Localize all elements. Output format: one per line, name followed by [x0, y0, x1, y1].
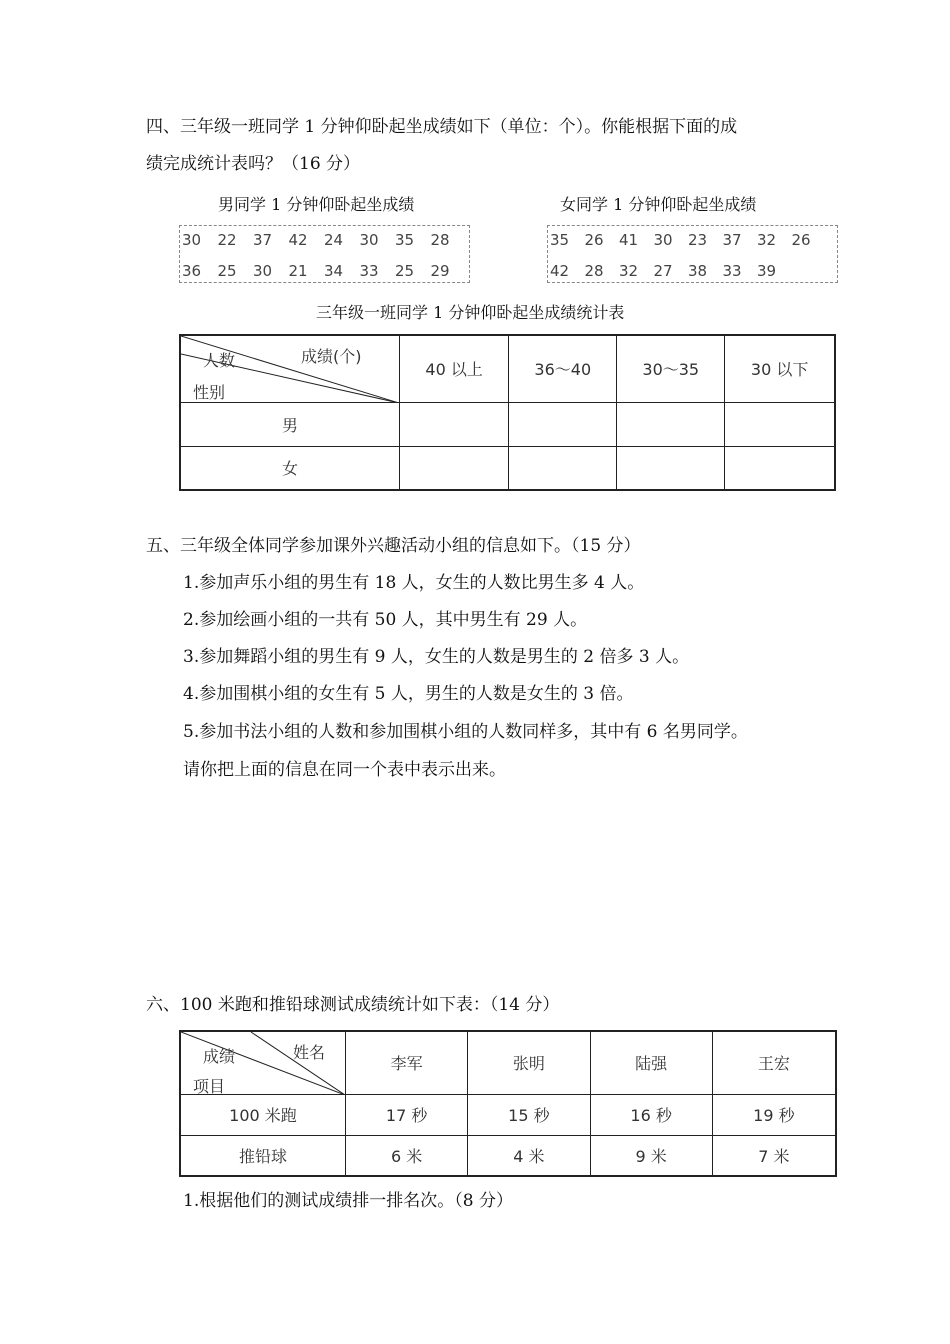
q6-value-cell: 17 秒: [346, 1094, 468, 1135]
score-value: 42: [550, 262, 570, 280]
q5-item: 4.参加围棋小组的女生有 5 人，男生的人数是女生的 3 倍。: [183, 684, 634, 704]
q6-corner-cell: [180, 1031, 346, 1094]
q6-corner-bottom: 项目: [193, 1077, 226, 1096]
q6-name-header: 李军: [346, 1031, 468, 1094]
score-value: 32: [757, 231, 777, 249]
q6-row-label: 100 米跑: [180, 1094, 346, 1135]
q6-value-cell: 9 米: [590, 1135, 712, 1176]
q5-instruction: 请你把上面的信息在同一个表中表示出来。: [183, 760, 506, 780]
score-value: 34: [324, 262, 344, 280]
q6-name-header: 王宏: [712, 1031, 836, 1094]
score-value: 28: [430, 231, 450, 249]
score-value: 28: [584, 262, 604, 280]
q6-sub1: 1.根据他们的测试成绩排一排名次。（8 分）: [183, 1191, 513, 1211]
score-value: 35: [395, 231, 415, 249]
score-value: 30: [653, 231, 673, 249]
q6-corner-top: 姓名: [293, 1043, 326, 1062]
q5-item: 2.参加绘画小组的一共有 50 人，其中男生有 29 人。: [183, 610, 588, 630]
score-value: 26: [584, 231, 604, 249]
q6-value-cell: 19 秒: [712, 1094, 836, 1135]
score-value: 32: [619, 262, 639, 280]
q4-title-line2: 绩完成统计表吗？（16 分）: [146, 154, 361, 174]
score-value: 30: [359, 231, 379, 249]
score-value: 41: [619, 231, 639, 249]
score-value: 42: [288, 231, 308, 249]
q5-item: 5.参加书法小组的人数和参加围棋小组的人数同样多，其中有 6 名男同学。: [183, 722, 748, 742]
q4-col-header: 36～40: [509, 335, 617, 402]
score-value: 24: [324, 231, 344, 249]
score-value: 30: [182, 231, 202, 249]
q6-results-table: [179, 1030, 837, 1177]
score-value: 26: [791, 231, 811, 249]
q6-row-label: 推铅球: [180, 1135, 346, 1176]
q4-row-label: 女: [180, 446, 400, 490]
q4-corner-cell: [180, 335, 400, 402]
q6-value-cell: 7 米: [712, 1135, 836, 1176]
q4-corner-top: 成绩(个): [301, 347, 362, 366]
score-value: 36: [182, 262, 202, 280]
q4-col-header: 40 以上: [400, 335, 509, 402]
q4-row-label: 男: [180, 402, 400, 446]
q6-corner-mid: 成绩: [203, 1047, 236, 1066]
q5-item: 3.参加舞蹈小组的男生有 9 人，女生的人数是男生的 2 倍多 3 人。: [183, 647, 690, 667]
q4-answer-cell[interactable]: [509, 402, 617, 446]
q4-col-header: 30～35: [617, 335, 725, 402]
score-value: 39: [757, 262, 777, 280]
q4-corner-mid: 人数: [203, 351, 236, 370]
q4-answer-cell[interactable]: [400, 402, 509, 446]
q5-title: 五、三年级全体同学参加课外兴趣活动小组的信息如下。（15 分）: [146, 536, 641, 556]
q6-name-header: 陆强: [590, 1031, 712, 1094]
q4-answer-cell[interactable]: [400, 446, 509, 490]
score-value: 25: [217, 262, 237, 280]
score-value: 29: [430, 262, 450, 280]
q4-answer-cell[interactable]: [725, 402, 835, 446]
score-value: 22: [217, 231, 237, 249]
q6-value-cell: 16 秒: [590, 1094, 712, 1135]
q4-answer-cell[interactable]: [617, 402, 725, 446]
q5-item: 1.参加声乐小组的男生有 18 人，女生的人数比男生多 4 人。: [183, 573, 645, 593]
score-value: 33: [722, 262, 742, 280]
score-value: 23: [688, 231, 708, 249]
q6-value-cell: 15 秒: [468, 1094, 590, 1135]
q4-col-header: 30 以下: [725, 335, 835, 402]
q6-value-cell: 6 米: [346, 1135, 468, 1176]
q6-name-header: 张明: [468, 1031, 590, 1094]
girls-caption: 女同学 1 分钟仰卧起坐成绩: [560, 195, 757, 214]
score-value: 35: [550, 231, 570, 249]
score-value: 30: [253, 262, 273, 280]
q4-table-title: 三年级一班同学 1 分钟仰卧起坐成绩统计表: [316, 303, 625, 322]
score-value: 37: [722, 231, 742, 249]
score-value: 37: [253, 231, 273, 249]
q6-title: 六、100 米跑和推铅球测试成绩统计如下表：（14 分）: [146, 995, 560, 1015]
q4-answer-cell[interactable]: [725, 446, 835, 490]
q6-value-cell: 4 米: [468, 1135, 590, 1176]
score-value: 21: [288, 262, 308, 280]
q4-corner-bottom: 性别: [193, 383, 226, 402]
q4-answer-cell[interactable]: [617, 446, 725, 490]
score-value: 27: [653, 262, 673, 280]
q4-answer-cell[interactable]: [509, 446, 617, 490]
score-value: 25: [395, 262, 415, 280]
score-value: 33: [359, 262, 379, 280]
boys-caption: 男同学 1 分钟仰卧起坐成绩: [218, 195, 415, 214]
q4-title-line1: 四、三年级一班同学 1 分钟仰卧起坐成绩如下（单位：个）。你能根据下面的成: [146, 117, 738, 137]
q4-stats-table: [179, 334, 836, 491]
score-value: 38: [688, 262, 708, 280]
